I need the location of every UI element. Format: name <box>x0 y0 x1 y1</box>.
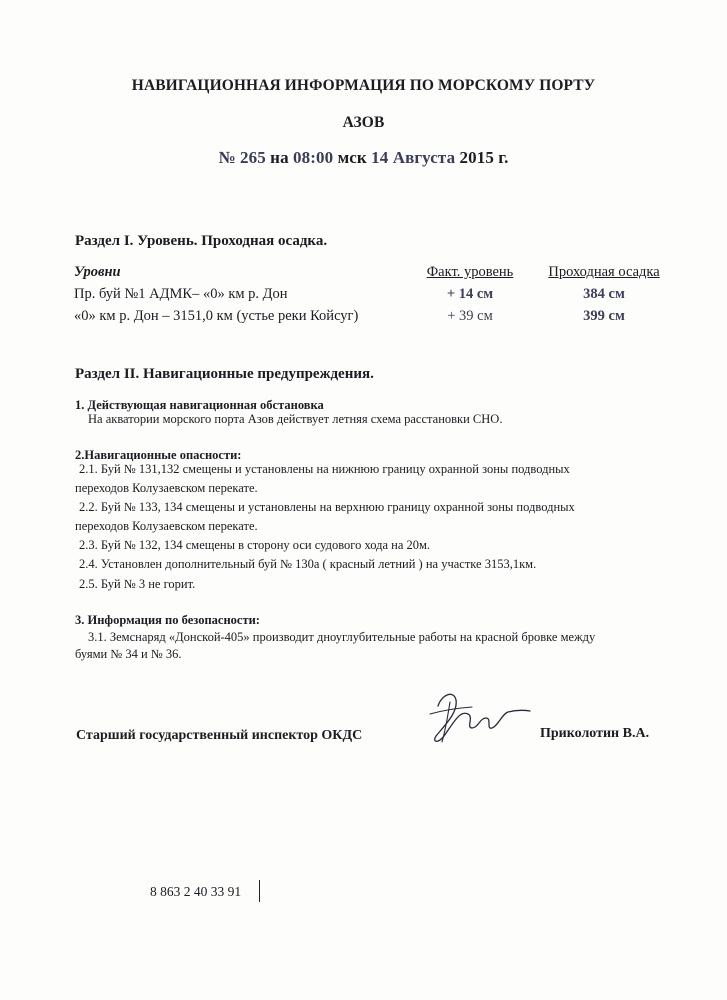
current-situation-text: На акватории морского порта Азов действует летняя схема расстановки СНО. <box>88 412 503 426</box>
col-levels: Уровни <box>74 264 121 280</box>
time-zone: мск <box>337 148 367 167</box>
subsection-current-situation-title: 1. Действующая навигационная обстановка <box>75 398 324 412</box>
document-date: 14 Августа <box>371 148 456 167</box>
hazard-item: 2.1. Буй № 131,132 смещены и установлены на нижнюю границу охранной зоны подводных <box>79 462 570 476</box>
contact-phone: 8 863 2 40 33 91 <box>150 884 242 899</box>
table-row <box>74 308 674 328</box>
hazard-item-continued: переходов Колузаевском перекате. <box>75 519 258 533</box>
port-name: АЗОВ <box>342 114 385 131</box>
row-actual-level: + 39 см <box>447 308 493 324</box>
document-title: НАВИГАЦИОННАЯ ИНФОРМАЦИЯ ПО МОРСКОМУ ПОРТУ <box>131 77 596 94</box>
hazard-item: 2.2. Буй № 133, 134 смещены и установлены на верхнюю границу охранной зоны подводных <box>79 500 575 514</box>
on-word: на <box>270 148 289 167</box>
subsection-hazards-title: 2.Навигационные опасности: <box>75 448 242 462</box>
col-passage-draft: Проходная осадка <box>548 264 660 280</box>
section1-heading: Раздел I. Уровень. Проходная осадка. <box>75 233 328 249</box>
subsection-safety-title: 3. Информация по безопасности: <box>75 613 260 627</box>
table-row <box>74 286 674 306</box>
section2-heading: Раздел II. Навигационные предупреждения. <box>75 366 374 382</box>
row-passage-draft: 399 см <box>583 308 625 324</box>
document-time: 08:00 <box>293 148 334 167</box>
hazard-item-continued: переходов Колузаевском перекате. <box>75 481 258 495</box>
document-year: 2015 г. <box>459 148 509 167</box>
number-prefix: № <box>218 148 236 167</box>
row-actual-level: + 14 см <box>446 286 494 302</box>
hazard-item: 2.4. Установлен дополнительный буй № 130а ( красный летний ) на участке 3153,1км. <box>79 557 537 571</box>
text-cursor <box>259 880 260 902</box>
safety-item: 3.1. Земснаряд «Донской-405» производит дноуглубительные работы на красной бровке между <box>88 630 596 644</box>
levels-table-header <box>74 264 674 284</box>
document-number: 265 <box>240 148 266 167</box>
signatory-name: Приколотин В.А. <box>540 726 650 741</box>
row-place: Пр. буй №1 АДМК– «0» км р. Дон <box>74 286 288 302</box>
handwritten-signature <box>420 684 532 750</box>
hazard-item: 2.5. Буй № 3 не горит. <box>79 577 196 591</box>
col-actual-level: Факт. уровень <box>426 264 514 280</box>
signatory-position: Старший государственный инспектор ОКДС <box>76 728 363 743</box>
row-passage-draft: 384 см <box>583 286 625 302</box>
document-number-line <box>0 148 727 168</box>
row-place: «0» км р. Дон – 3151,0 км (устье реки Койсуг) <box>74 308 359 324</box>
safety-item-continued: буями № 34 и № 36. <box>75 647 182 661</box>
hazard-item: 2.3. Буй № 132, 134 смещены в сторону оси судового хода на 20м. <box>79 538 431 552</box>
